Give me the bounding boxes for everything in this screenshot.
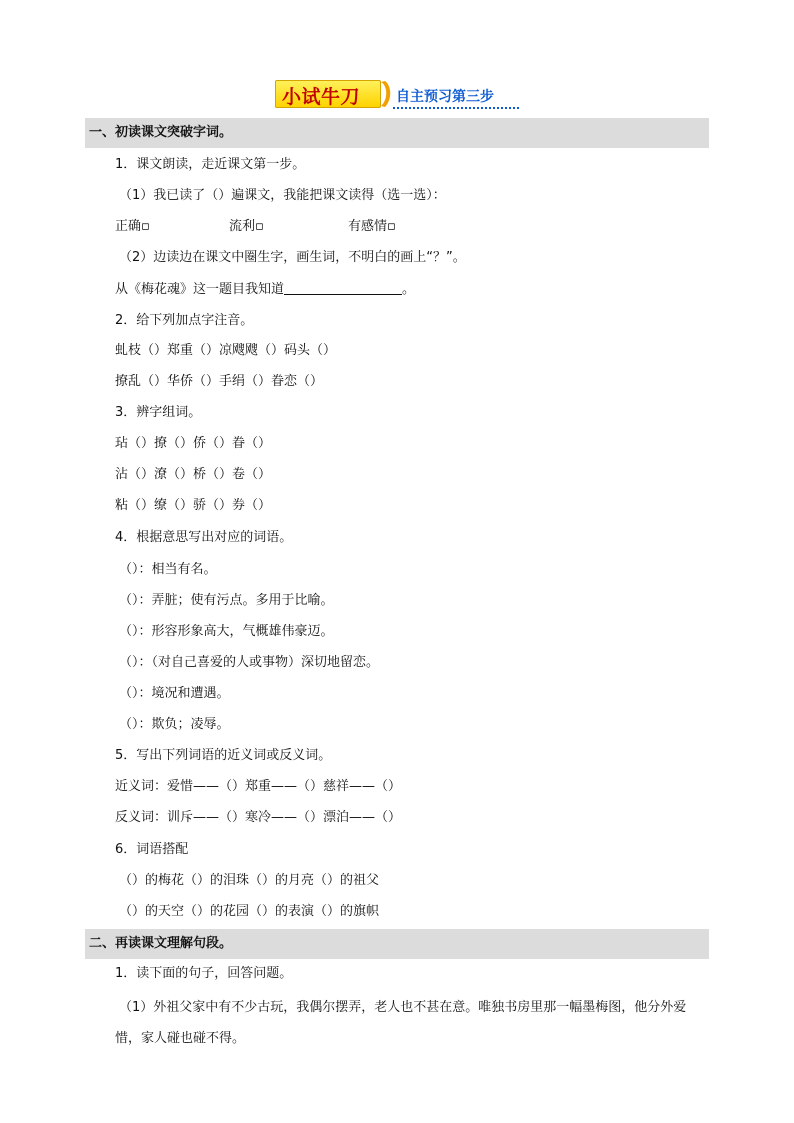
definition-line: （）：欺负；凌辱。 [119, 717, 230, 732]
pinyin-line-2: 撩乱（）华侨（）手绢（）眷恋（） [115, 374, 324, 389]
char-group-line-1: 玷（）撩（）侨（）眷（） [115, 436, 272, 451]
reading-option-3: 有感情▫ [348, 219, 396, 234]
question-1-part-1: （1）我已读了（）遍课文，我能把课文读得（选一选）： [119, 188, 446, 203]
section-heading-1: 一、初读课文突破字词。 [85, 118, 709, 148]
question-5-title: 5．写出下列词语的近义词或反义词。 [115, 748, 332, 763]
header-title: 小试牛刀 [282, 86, 361, 108]
section-2-question-1-title: 1．读下面的句子，回答问题。 [115, 966, 293, 981]
section-heading-2: 二、再读课文理解句段。 [85, 929, 709, 959]
collocation-line-2: （）的天空（）的花园（）的表演（）的旗帜 [119, 904, 380, 919]
char-group-line-2: 沾（）潦（）桥（）卷（） [115, 467, 272, 482]
question-1-title: 1．课文朗读，走近课文第一步。 [115, 157, 306, 172]
question-4-title: 4．根据意思写出对应的词语。 [115, 530, 293, 545]
header-subtitle: 自主预习第三步 [396, 89, 494, 105]
header-curl-decoration [379, 80, 393, 108]
synonym-line: 近义词：爱惜——（）郑重——（）慈祥——（） [115, 779, 402, 794]
antonym-line: 反义词：训斥——（）寒冷——（）漂泊——（） [115, 810, 402, 825]
title-prompt: 从《梅花魂》这一题目我知道 [115, 282, 285, 297]
reading-passage: （1）外祖父家中有不少古玩，我偶尔摆弄，老人也不甚在意。唯独书房里那一幅墨梅图，他分外爱惜，家人碰也碰不得。 [115, 1000, 687, 1046]
definition-line: （）：境况和遭遇。 [119, 686, 230, 701]
question-3-title: 3．辨字组词。 [115, 405, 202, 420]
reading-option-2: 流利▫ [229, 219, 264, 234]
question-2-title: 2．给下列加点字注音。 [115, 313, 254, 328]
question-1-part-2: （2）边读边在课文中圈生字，画生词，不明白的画上“？”。 [119, 250, 466, 265]
definition-line: （）：形容形象高大，气概雄伟豪迈。 [119, 624, 334, 639]
answer-blank[interactable] [284, 280, 402, 295]
reading-option-1: 正确▫ [115, 219, 150, 234]
question-1-part-3 [115, 280, 415, 300]
question-6-title: 6．词语搭配 [115, 842, 189, 857]
title-prompt-end: 。 [402, 282, 416, 297]
char-group-line-3: 粘（）缭（）骄（）券（） [115, 498, 272, 513]
header-dotted-underline [393, 105, 521, 111]
header-title-box [275, 80, 381, 108]
definition-line: （）：弄脏；使有污点。多用于比喻。 [119, 593, 334, 608]
definition-line: （）：相当有名。 [119, 562, 217, 577]
pinyin-line-1: 虬枝（）郑重（）凉飕飕（）码头（） [115, 343, 337, 358]
definition-line: （）：（对自己喜爱的人或事物）深切地留恋。 [119, 655, 380, 670]
collocation-line-1: （）的梅花（）的泪珠（）的月亮（）的祖父 [119, 873, 380, 888]
